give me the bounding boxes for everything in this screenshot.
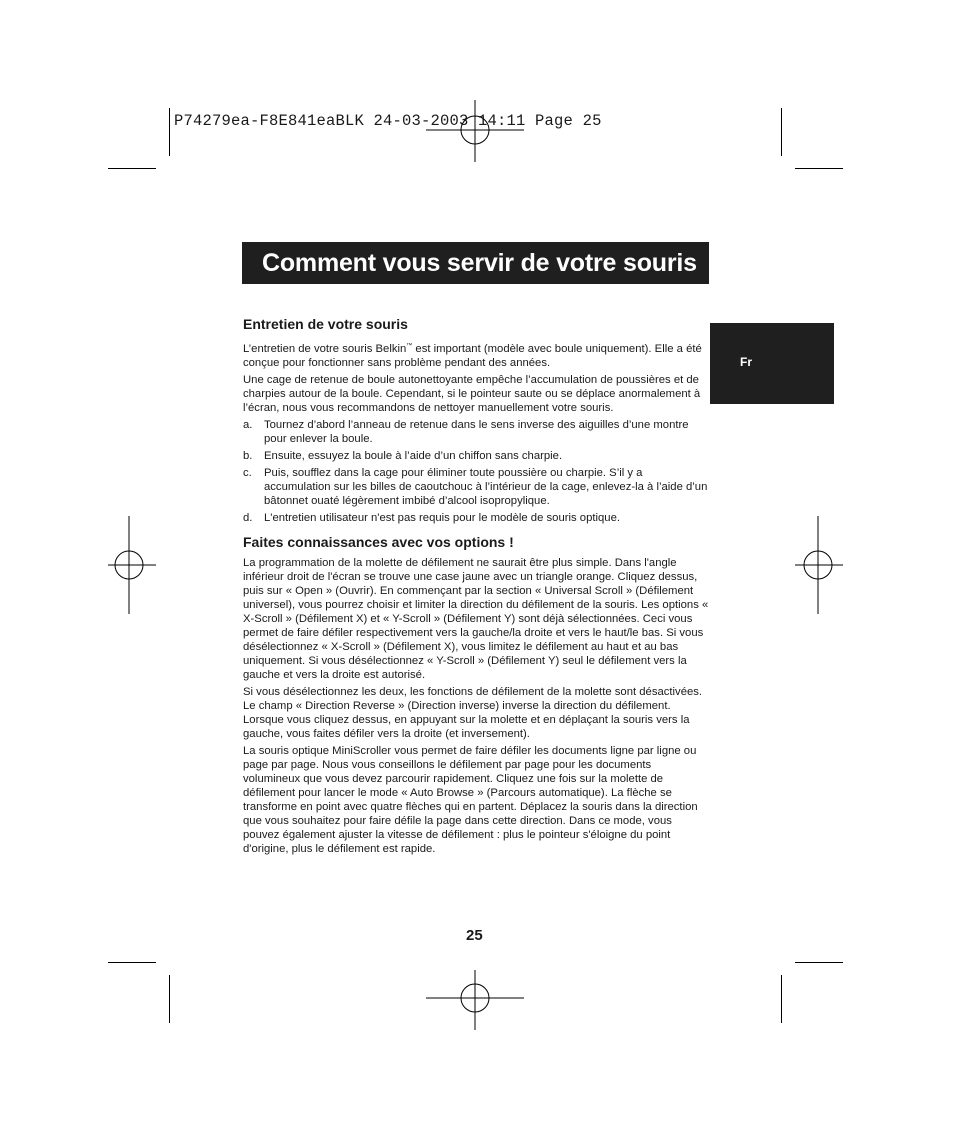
paragraph: La programmation de la molette de défilement ne saurait être plus simple. Dans l'angle inférieur droit de l'écran se trouve une case jaune avec un triangle orange. Cliquez dessus, puis sur « Open » (Ouvrir). En commençant par la section « Universal Scroll » (Défilement universel), vous pourrez choisir et limiter la direction du défilement de la souris. Les options « X-Scroll » (Défilement X) et « Y-Scroll » (Défilement Y) sont déjà sélectionnées. Ceci vous permet de faire défiler respectivement vers la gauche/la droite et vers le haut/le bas. Si vous désélectionnez « X-Scroll » (Défilement X), vous limitez le défilement au haut et au bas uniquement. Si vous désélectionnez « Y-Scroll » (Défilement Y) seul le défilement vers la gauche et vers la droite est autorisé. [243, 557, 709, 681]
language-tab [710, 323, 834, 404]
printer-slug: P74279ea-F8E841eaBLK 24-03-2003 14:11 Page 25 [174, 112, 602, 130]
registration-mark-top-icon [426, 100, 524, 162]
list-marker: c. [243, 467, 252, 479]
registration-mark-left-icon [108, 516, 156, 614]
main-content [243, 316, 711, 859]
list-marker: b. [243, 450, 253, 462]
cleaning-steps-list [243, 418, 711, 525]
paragraph: Une cage de retenue de boule autonettoyante empêche l’accumulation de poussières et de charpies autour de la boule. Cependant, si le pointeur saute ou se déplace anormalement à l’écran, nous vous recommandons de nettoyer manuellement votre souris. [243, 374, 701, 414]
list-marker: d. [243, 512, 253, 524]
crop-mark-bottom-left-vertical [169, 975, 170, 1023]
crop-mark-bottom-right-horizontal [795, 962, 843, 963]
paragraph: Si vous désélectionnez les deux, les fonctions de défilement de la molette sont désactivées. Le champ « Direction Reverse » (Direction inverse) inverse la direction du défilement. Lorsque vous cliquez dessus, en appuyant sur la molette et en déplaçant la souris vers la gauche, vous faites défiler vers la droite (et inversement). [243, 686, 703, 740]
crop-mark-top-right-horizontal [795, 168, 843, 169]
section-heading-maintenance: Entretien de votre souris [243, 316, 408, 332]
list-item: d. L'entretien utilisateur n'est pas requis pour le modèle de souris optique. [243, 512, 620, 524]
registration-mark-bottom-icon [426, 970, 524, 1030]
crop-mark-bottom-right-vertical [781, 975, 782, 1023]
paragraph: La souris optique MiniScroller vous permet de faire défiler les documents ligne par ligne ou page par page. Nous vous conseillons le défilement par page pour les documents volumineux que vous devez parcourir rapidement. Cliquez une fois sur la molette de défilement pour lancer le mode « Auto Browse » (Parcours automatique). La flèche se transforme en point avec quatre flèches qui en partent. Déplacez la souris dans la direction que vous souhaitez pour faire défile la page dans cette direction. Dans ce mode, vous pouvez également ajuster la vitesse de défilement : plus le pointeur s'éloigne du point d'origine, plus le défilement est rapide. [243, 745, 698, 855]
trademark-symbol: ™ [406, 343, 413, 349]
crop-mark-top-left-vertical [169, 108, 170, 156]
page-number: 25 [466, 927, 483, 944]
section-heading-options: Faites connaissances avec vos options ! [243, 534, 514, 550]
crop-mark-top-right-vertical [781, 108, 782, 156]
paragraph: L’entretien de votre souris Belkin™ est important (modèle avec boule uniquement). Elle a été conçue pour fonctionner sans problème pendant des années. [243, 343, 702, 369]
page-title-bar [242, 242, 709, 284]
list-item: b. Ensuite, essuyez la boule à l’aide d’un chiffon sans charpie. [243, 450, 563, 462]
registration-mark-right-icon [795, 516, 843, 614]
crop-mark-bottom-left-horizontal [108, 962, 156, 963]
language-tab-label: Fr [740, 355, 752, 369]
crop-mark-top-left-horizontal [108, 168, 156, 169]
page-title: Comment vous servir de votre souris [262, 249, 697, 277]
list-item: c. Puis, soufflez dans la cage pour éliminer toute poussière ou charpie. S’il y a accumulation sur les billes de caoutchouc à l’intérieur de la cage, enlevez-la à l’aide d’un bâtonnet ouaté légèrement imbibé d’alcool isopropylique. [243, 467, 708, 507]
list-item: a. Tournez d’abord l’anneau de retenue dans le sens inverse des aiguilles d’une montre pour enlever la boule. [243, 419, 689, 445]
list-marker: a. [243, 419, 253, 431]
